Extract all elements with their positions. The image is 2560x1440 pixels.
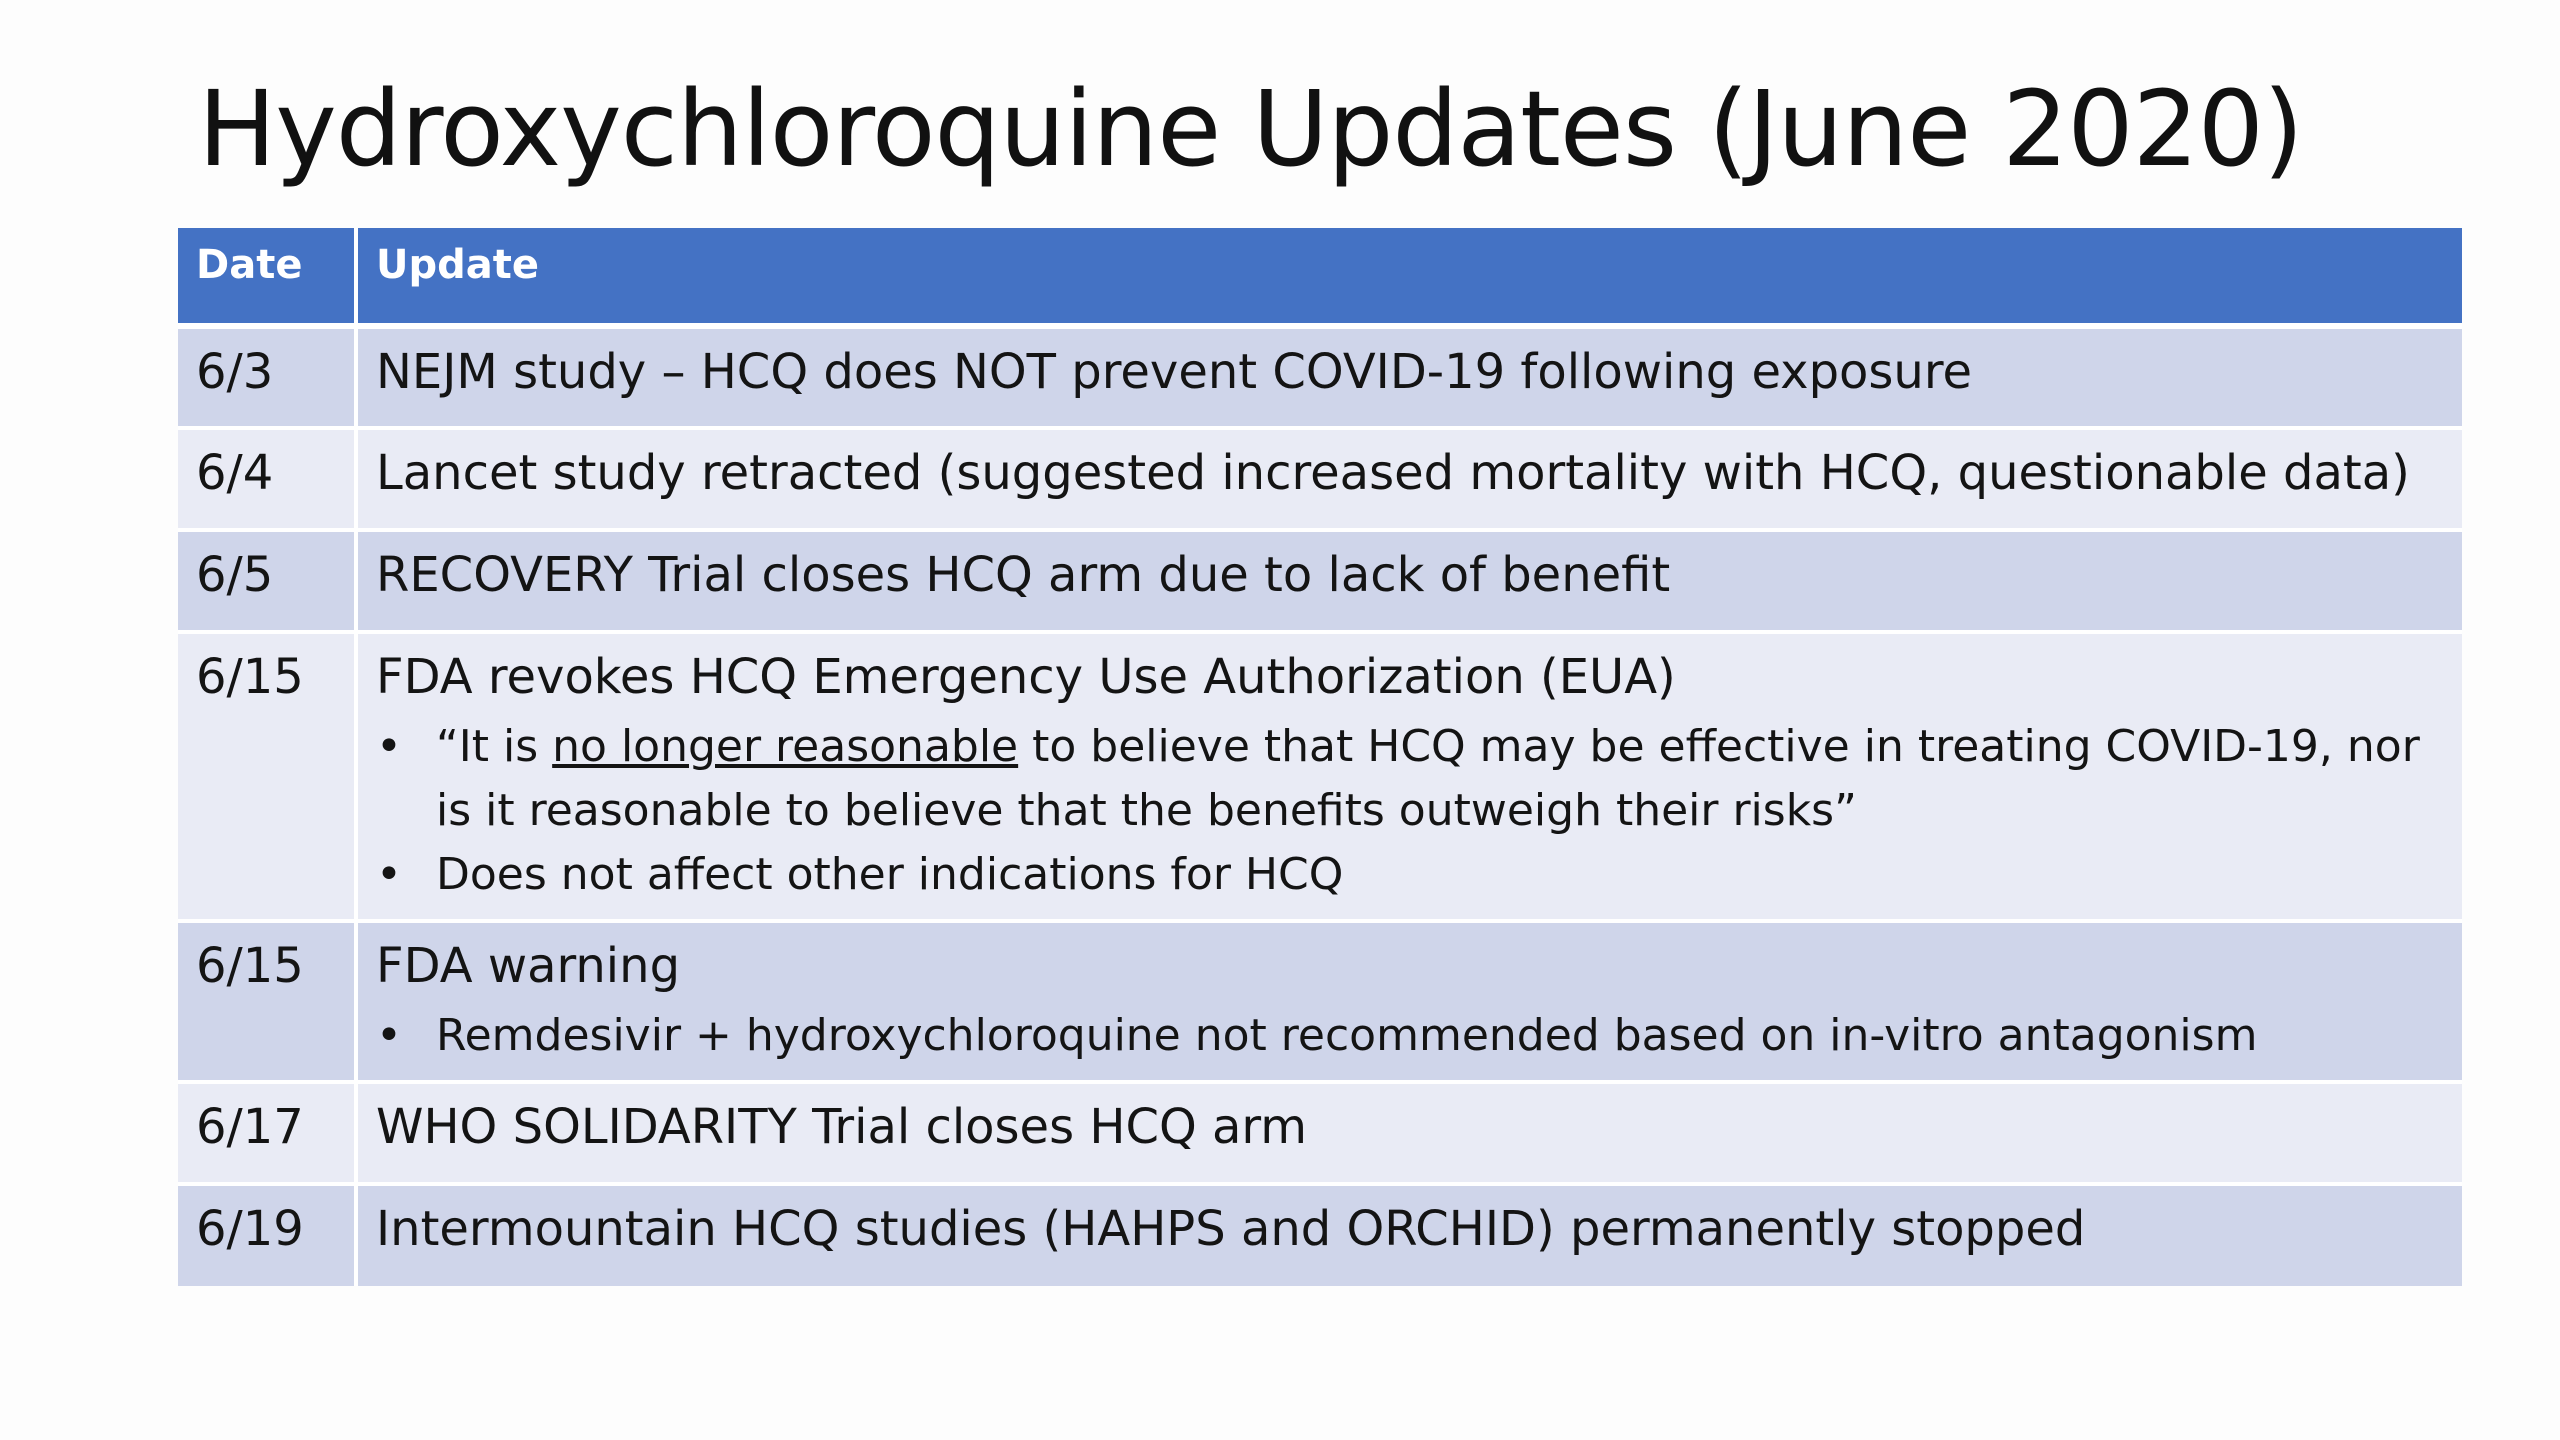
table-row xyxy=(178,1082,2462,1184)
row-update: Intermountain HCQ studies (HAHPS and ORCHID) permanently stopped xyxy=(356,1184,2462,1286)
sub-bullet-list xyxy=(376,1004,2448,1068)
header-update: Update xyxy=(356,228,2462,326)
updates-table xyxy=(178,228,2462,1286)
row-date: 6/5 xyxy=(178,530,356,632)
table-row xyxy=(178,428,2462,530)
table-row xyxy=(178,1184,2462,1286)
bullet-glyph: • xyxy=(376,1010,402,1062)
table-row xyxy=(178,530,2462,632)
sub-bullet xyxy=(376,715,2448,843)
sub-bullet-list xyxy=(376,715,2448,906)
quote-underlined: no longer reasonable xyxy=(552,721,1019,773)
quote-open: “It is xyxy=(436,721,553,773)
slide-title: Hydroxychloroquine Updates (June 2020) xyxy=(198,68,2303,190)
sub-bullet xyxy=(376,843,2448,907)
quote-rest: to believe that HCQ may be effective in treating COVID-19, nor is it reasonable to believe that the benefits outweigh their risks” xyxy=(436,721,2420,837)
sub-bullet-text: Does not affect other indications for HCQ xyxy=(436,848,1344,900)
row-update: WHO SOLIDARITY Trial closes HCQ arm xyxy=(356,1082,2462,1184)
row-date: 6/17 xyxy=(178,1082,356,1184)
table-row xyxy=(178,921,2462,1082)
sub-bullet-text: Remdesivir + hydroxychloroquine not recommended based on in-vitro antagonism xyxy=(436,1010,2258,1062)
row-date: 6/15 xyxy=(178,632,356,921)
row-update: FDA revokes HCQ Emergency Use Authorization (EUA) xyxy=(376,649,1676,705)
bullet-glyph: • xyxy=(376,721,402,773)
header-date: Date xyxy=(178,228,356,326)
row-date: 6/4 xyxy=(178,428,356,530)
row-update: NEJM study – HCQ does NOT prevent COVID-19 following exposure xyxy=(356,326,2462,428)
row-update: Lancet study retracted (suggested increased mortality with HCQ, questionable data) xyxy=(356,428,2462,530)
row-update: RECOVERY Trial closes HCQ arm due to lack of benefit xyxy=(356,530,2462,632)
row-update-cell xyxy=(356,921,2462,1082)
row-date: 6/15 xyxy=(178,921,356,1082)
sub-bullet xyxy=(376,1004,2448,1068)
bullet-glyph: • xyxy=(376,848,402,900)
table-header-row xyxy=(178,228,2462,326)
row-update-cell xyxy=(356,632,2462,921)
row-update: FDA warning xyxy=(376,937,681,994)
table-row xyxy=(178,326,2462,428)
table-row xyxy=(178,632,2462,921)
row-date: 6/3 xyxy=(178,326,356,428)
row-date: 6/19 xyxy=(178,1184,356,1286)
